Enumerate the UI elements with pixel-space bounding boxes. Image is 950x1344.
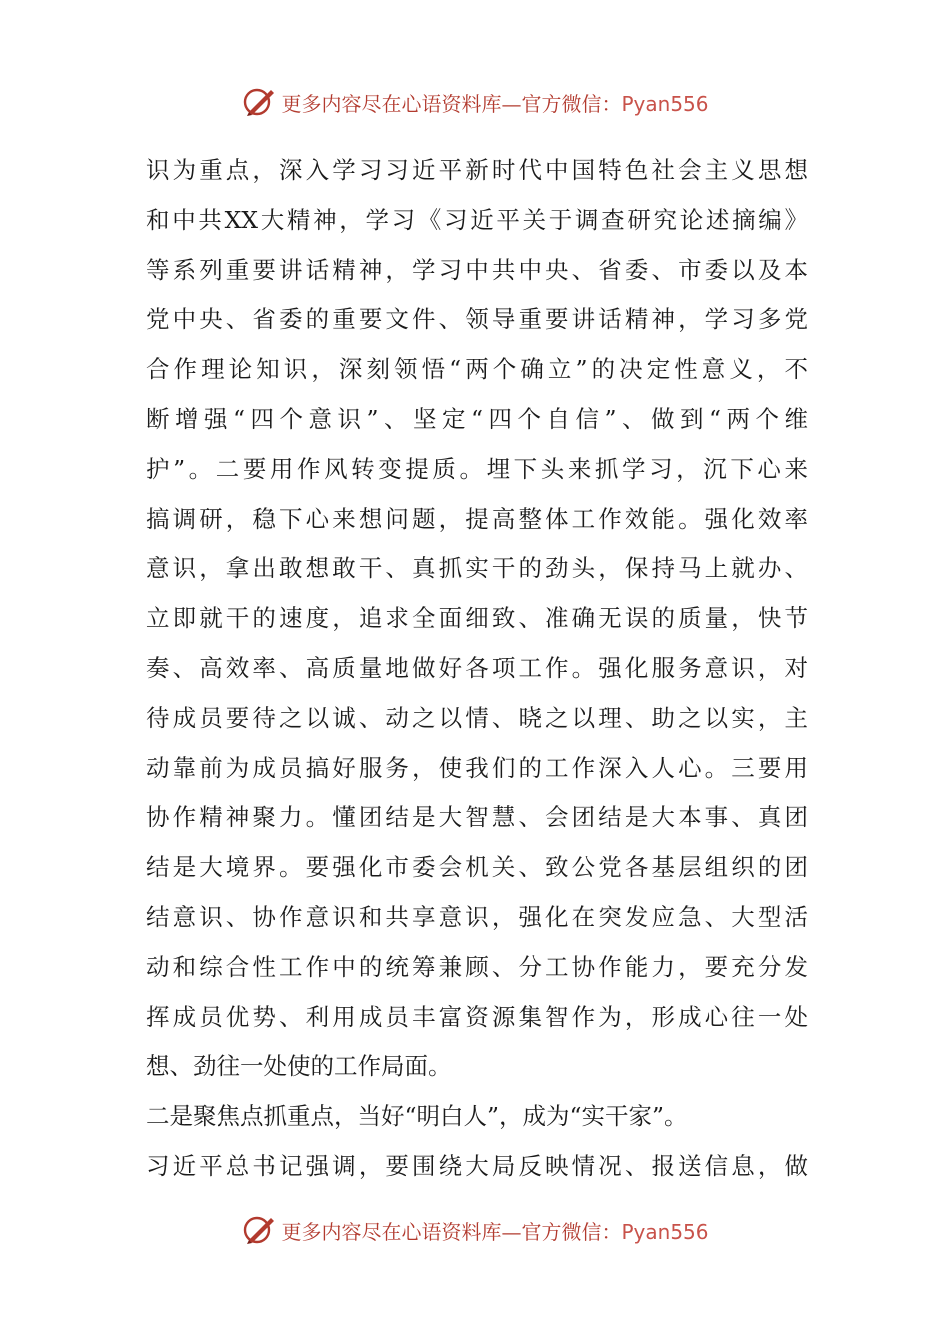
text-line: 护”。二要用作风转变提质。埋下头来抓学习，沉下心来 [146, 454, 808, 483]
text-line: 想、劲往一处使的工作局面。 [146, 1052, 452, 1081]
wechat-id: Pyan556 [621, 91, 709, 116]
text-line: 协作精神聚力。懂团结是大智慧、会团结是大本事、真团 [146, 803, 808, 832]
text-line: 挥成员优势、利用成员丰富资源集智作为，形成心往一处 [146, 1002, 808, 1031]
text-line: 结意识、协作意识和共享意识，强化在突发应急、大型活 [146, 902, 808, 931]
text-line: 和中共XX大精神，学习《习近平关于调查研究论述摘编》 [146, 205, 808, 234]
section-heading: 二是聚焦点抓重点，当好“明白人”，成为“实干家”。 [146, 1102, 688, 1131]
header-banner [0, 82, 950, 122]
text-line: 搞调研，稳下心来想问题，提高整体工作效能。强化效率 [146, 504, 808, 533]
text-line: 识为重点，深入学习习近平新时代中国特色社会主义思想 [146, 156, 808, 184]
banner-text: 更多内容尽在心语资料库—官方微信：Pyan556 [281, 91, 709, 116]
text-line: 合作理论知识，深刻领悟“两个确立”的决定性意义，不 [146, 355, 808, 384]
text-line: 习近平总书记强调，要围绕大局反映情况、报送信息，做 [146, 1151, 808, 1180]
text-line: 动和综合性工作中的统筹兼顾、分工协作能力，要充分发 [146, 952, 808, 981]
document-body [146, 146, 808, 1192]
text-line: 奏、高效率、高质量地做好各项工作。强化服务意识，对 [146, 653, 808, 682]
pen-logo-icon [241, 84, 277, 120]
text-line: 意识，拿出敢想敢干、真抓实干的劲头，保持马上就办、 [146, 554, 808, 583]
text-line: 待成员要待之以诚、动之以情、晓之以理、助之以实，主 [146, 703, 808, 732]
text-line: 立即就干的速度，追求全面细致、准确无误的质量，快节 [146, 604, 808, 633]
banner-text: 更多内容尽在心语资料库—官方微信：Pyan556 [281, 1219, 709, 1244]
text-line: 等系列重要讲话精神，学习中共中央、省委、市委以及本 [146, 255, 808, 284]
text-line: 党中央、省委的重要文件、领导重要讲话精神，学习多党 [146, 305, 808, 334]
text-line: 断增强“四个意识”、坚定“四个自信”、做到“两个维 [146, 404, 808, 433]
text-line: 动靠前为成员搞好服务，使我们的工作深入人心。三要用 [146, 753, 808, 782]
footer-banner [0, 1210, 950, 1250]
pen-logo-icon [241, 1212, 277, 1248]
text-line: 结是大境界。要强化市委会机关、致公党各基层组织的团 [146, 853, 808, 882]
wechat-id: Pyan556 [621, 1219, 709, 1244]
